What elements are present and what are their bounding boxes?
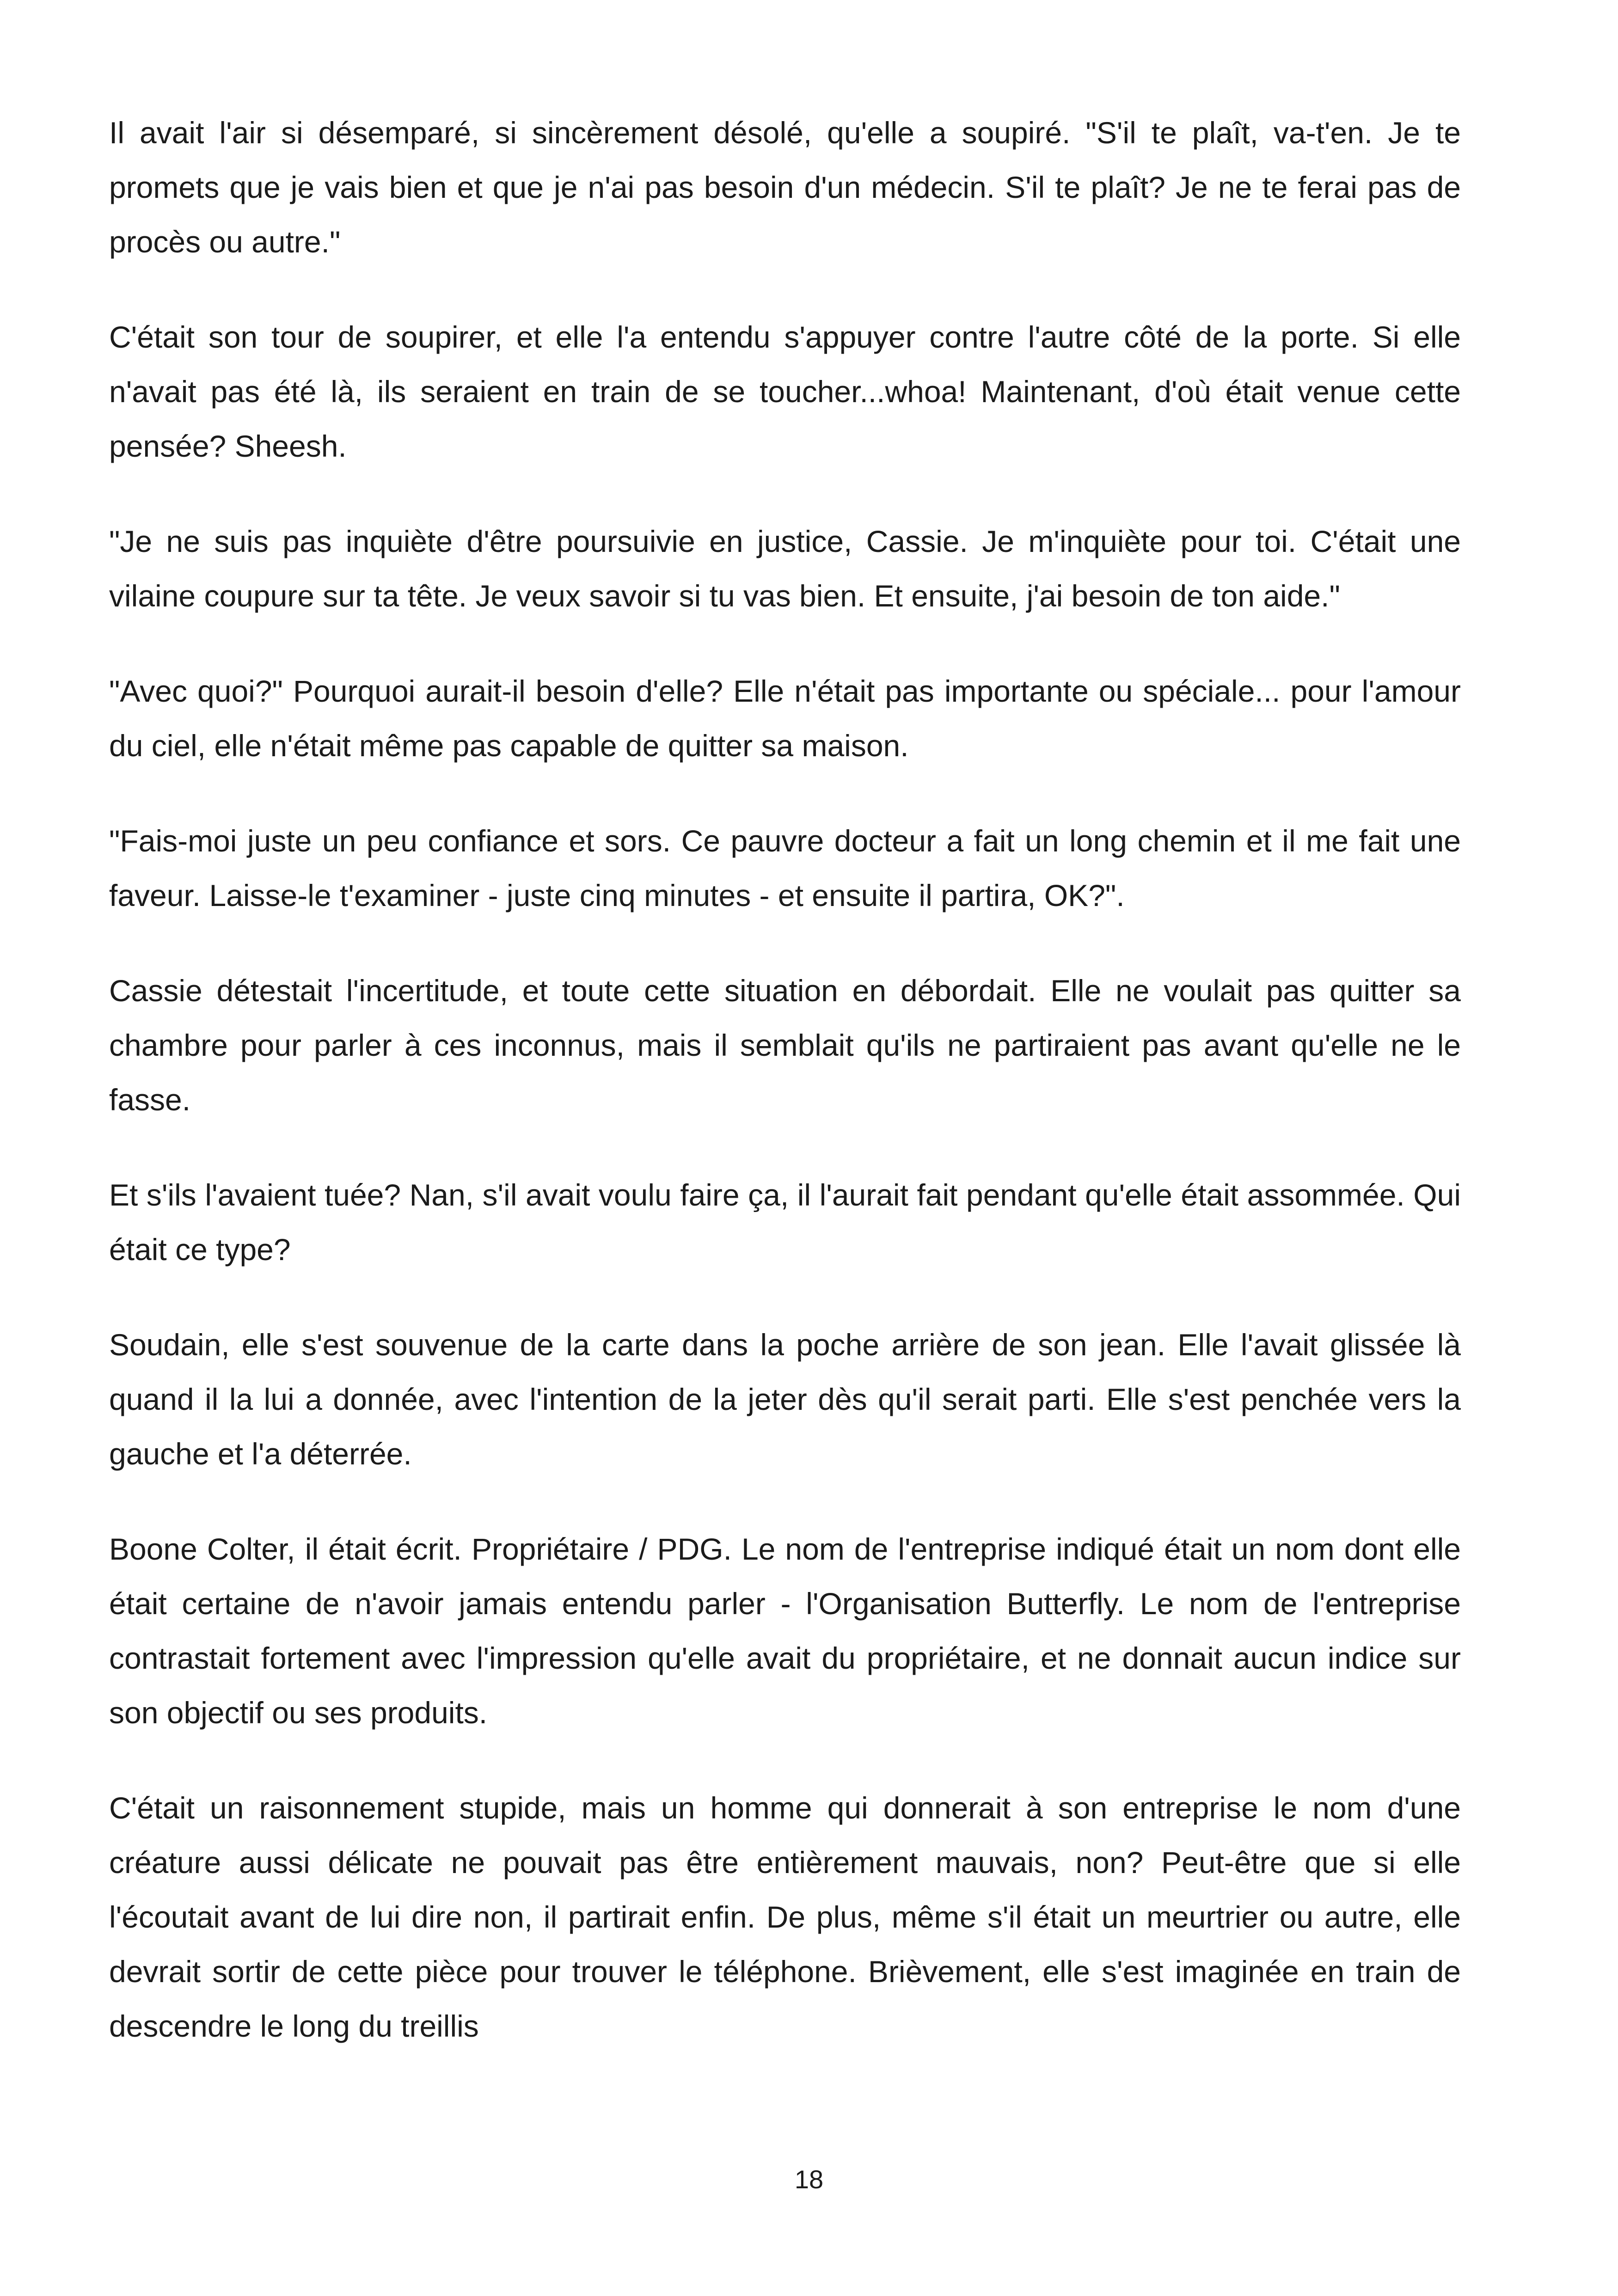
page-number: 18 [794, 2165, 824, 2194]
paragraph-3: "Je ne suis pas inquiète d'être poursuivie en justice, Cassie. Je m'inquiète pour toi. C'était une vilaine coupure sur ta tête. Je veux savoir si tu vas bien. Et ensuite, j'ai besoin de ton aide." [109, 524, 1461, 613]
paragraph-6: Cassie détestait l'incertitude, et toute cette situation en débordait. Elle ne voulait pas quitter sa chambre pour parler à ces inconnus, mais il semblait qu'ils ne partiraient pas avant qu'elle ne le fasse. [109, 974, 1461, 1117]
paragraph-8: Soudain, elle s'est souvenue de la carte dans la poche arrière de son jean. Elle l'avait glissée là quand il la lui a donnée, avec l'intention de la jeter dès qu'il serait parti. Elle s'est penchée vers la gauche et l'a déterrée. [109, 1328, 1461, 1471]
paragraph-4: "Avec quoi?" Pourquoi aurait-il besoin d'elle? Elle n'était pas importante ou spéciale... pour l'amour du ciel, elle n'était même pas capable de quitter sa maison. [109, 674, 1461, 763]
paragraph-1: Il avait l'air si désemparé, si sincèrement désolé, qu'elle a soupiré. "S'il te plaît, va-t'en. Je te promets que je vais bien et que je n'ai pas besoin d'un médecin. S'il te plaît? Je ne te ferai pas de procès ou autre." [109, 116, 1461, 259]
paragraph-5: "Fais-moi juste un peu confiance et sors. Ce pauvre docteur a fait un long chemin et il me fait une faveur. Laisse-le t'examiner - juste cinq minutes - et ensuite il partira, OK?". [109, 824, 1461, 912]
paragraph-10: C'était un raisonnement stupide, mais un homme qui donnerait à son entreprise le nom d'une créature aussi délicate ne pouvait pas être entièrement mauvais, non? Peut-être que si elle l'écoutait avant de lui dire non, il partirait enfin. De plus, même s'il était un meurtrier ou autre, elle devrait sortir de cette pièce pour trouver le téléphone. Brièvement, elle s'est imaginée en train de descendre le long du treillis [109, 1791, 1461, 2043]
paragraph-2: C'était son tour de soupirer, et elle l'a entendu s'appuyer contre l'autre côté de la porte. Si elle n'avait pas été là, ils seraient en train de se toucher...whoa! Maintenant, d'où était venue cette pensée? Sheesh. [109, 320, 1461, 463]
paragraph-7: Et s'ils l'avaient tuée? Nan, s'il avait voulu faire ça, il l'aurait fait pendant qu'elle était assommée. Qui était ce type? [109, 1178, 1461, 1267]
page-body [109, 105, 1461, 2053]
paragraph-9: Boone Colter, il était écrit. Propriétaire / PDG. Le nom de l'entreprise indiqué était un nom dont elle était certaine de n'avoir jamais entendu parler - l'Organisation Butterfly. Le nom de l'entreprise contrastait fortement avec l'impression qu'elle avait du propriétaire, et ne donnait aucun indice sur son objectif ou ses produits. [109, 1532, 1461, 1730]
